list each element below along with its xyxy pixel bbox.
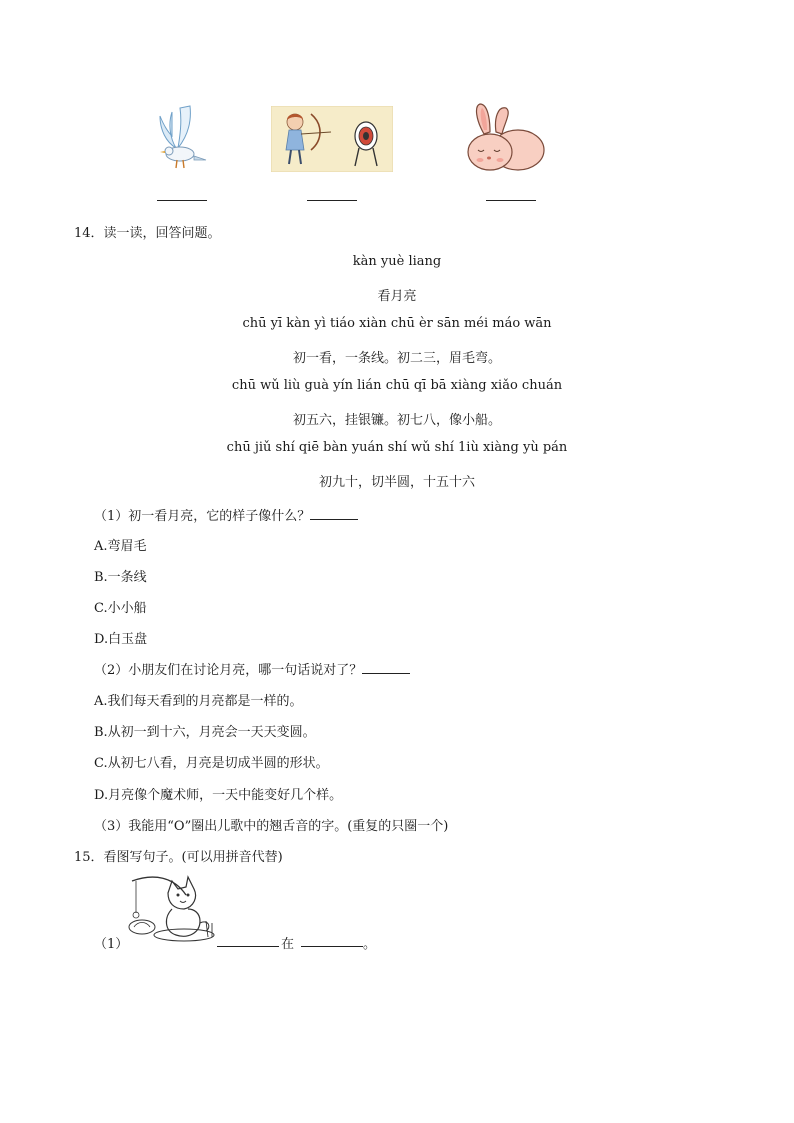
poem-title: 看月亮 xyxy=(377,289,417,304)
poem-line-pinyin-3: chū jiǔ shí qiē bàn yuán shí wǔ shí 1iù xiàng yù pán xyxy=(226,440,568,455)
option-2c[interactable]: C.从初七八看，月亮是切成半圆的形状。 xyxy=(94,756,329,771)
sub-question-1 xyxy=(94,505,358,524)
poem-title-pinyin: kàn yuè liang xyxy=(352,254,442,269)
answer-blank-2[interactable] xyxy=(307,200,357,201)
sub-question-2-blank[interactable] xyxy=(362,660,410,674)
sub-question-2-text: （2）小朋友们在讨论月亮，哪一句话说对了？ xyxy=(94,663,363,678)
sentence-blank-1[interactable] xyxy=(217,946,279,947)
rabbit-icon xyxy=(462,102,548,174)
option-2a[interactable]: A.我们每天看到的月亮都是一样的。 xyxy=(94,694,303,709)
answer-blank-3[interactable] xyxy=(486,200,536,201)
sub-question-2 xyxy=(94,659,410,678)
option-1d[interactable]: D.白玉盘 xyxy=(94,632,148,647)
archery-icon xyxy=(271,106,393,172)
poem-line-pinyin-2: chū wǔ liù guà yín lián chū qī bā xiàng xiǎo chuán xyxy=(231,378,563,393)
sentence-blank-2[interactable] xyxy=(301,946,363,947)
poem-line-pinyin-1: chū yī kàn yì tiáo xiàn chū èr sān méi máo wān xyxy=(242,316,552,331)
sentence-connector-word: 在 xyxy=(281,937,295,952)
sub-question-1-text: （1）初一看月亮，它的样子像什么？ xyxy=(94,509,311,524)
bird-icon xyxy=(150,102,212,174)
question-15-heading: 15．看图写句子。(可以用拼音代替) xyxy=(74,850,283,865)
option-1b[interactable]: B.一条线 xyxy=(94,570,147,585)
sub-question-3: （3）我能用“O”圈出儿歌中的翘舌音的字。(重复的只圈一个) xyxy=(94,819,449,834)
option-2b[interactable]: B.从初一到十六，月亮会一天天变圆。 xyxy=(94,725,316,740)
option-2d[interactable]: D.月亮像个魔术师，一天中能变好几个样。 xyxy=(94,788,343,803)
cat-fishing-icon xyxy=(128,873,218,943)
question-15-item-1-label: （1） xyxy=(94,937,129,952)
answer-blank-1[interactable] xyxy=(157,200,207,201)
option-1c[interactable]: C.小小船 xyxy=(94,601,147,616)
sub-question-1-blank[interactable] xyxy=(310,506,358,520)
poem-line-1: 初一看，一条线。初二三，眉毛弯。 xyxy=(292,351,501,366)
question-14-heading: 14．读一读，回答问题。 xyxy=(74,226,221,241)
poem-line-2: 初五六，挂银镰。初七八，像小船。 xyxy=(292,413,501,428)
poem-line-3: 初九十，切半圆，十五十六 xyxy=(318,475,475,490)
sentence-end-mark: 。 xyxy=(363,937,377,952)
option-1a[interactable]: A.弯眉毛 xyxy=(94,539,147,554)
